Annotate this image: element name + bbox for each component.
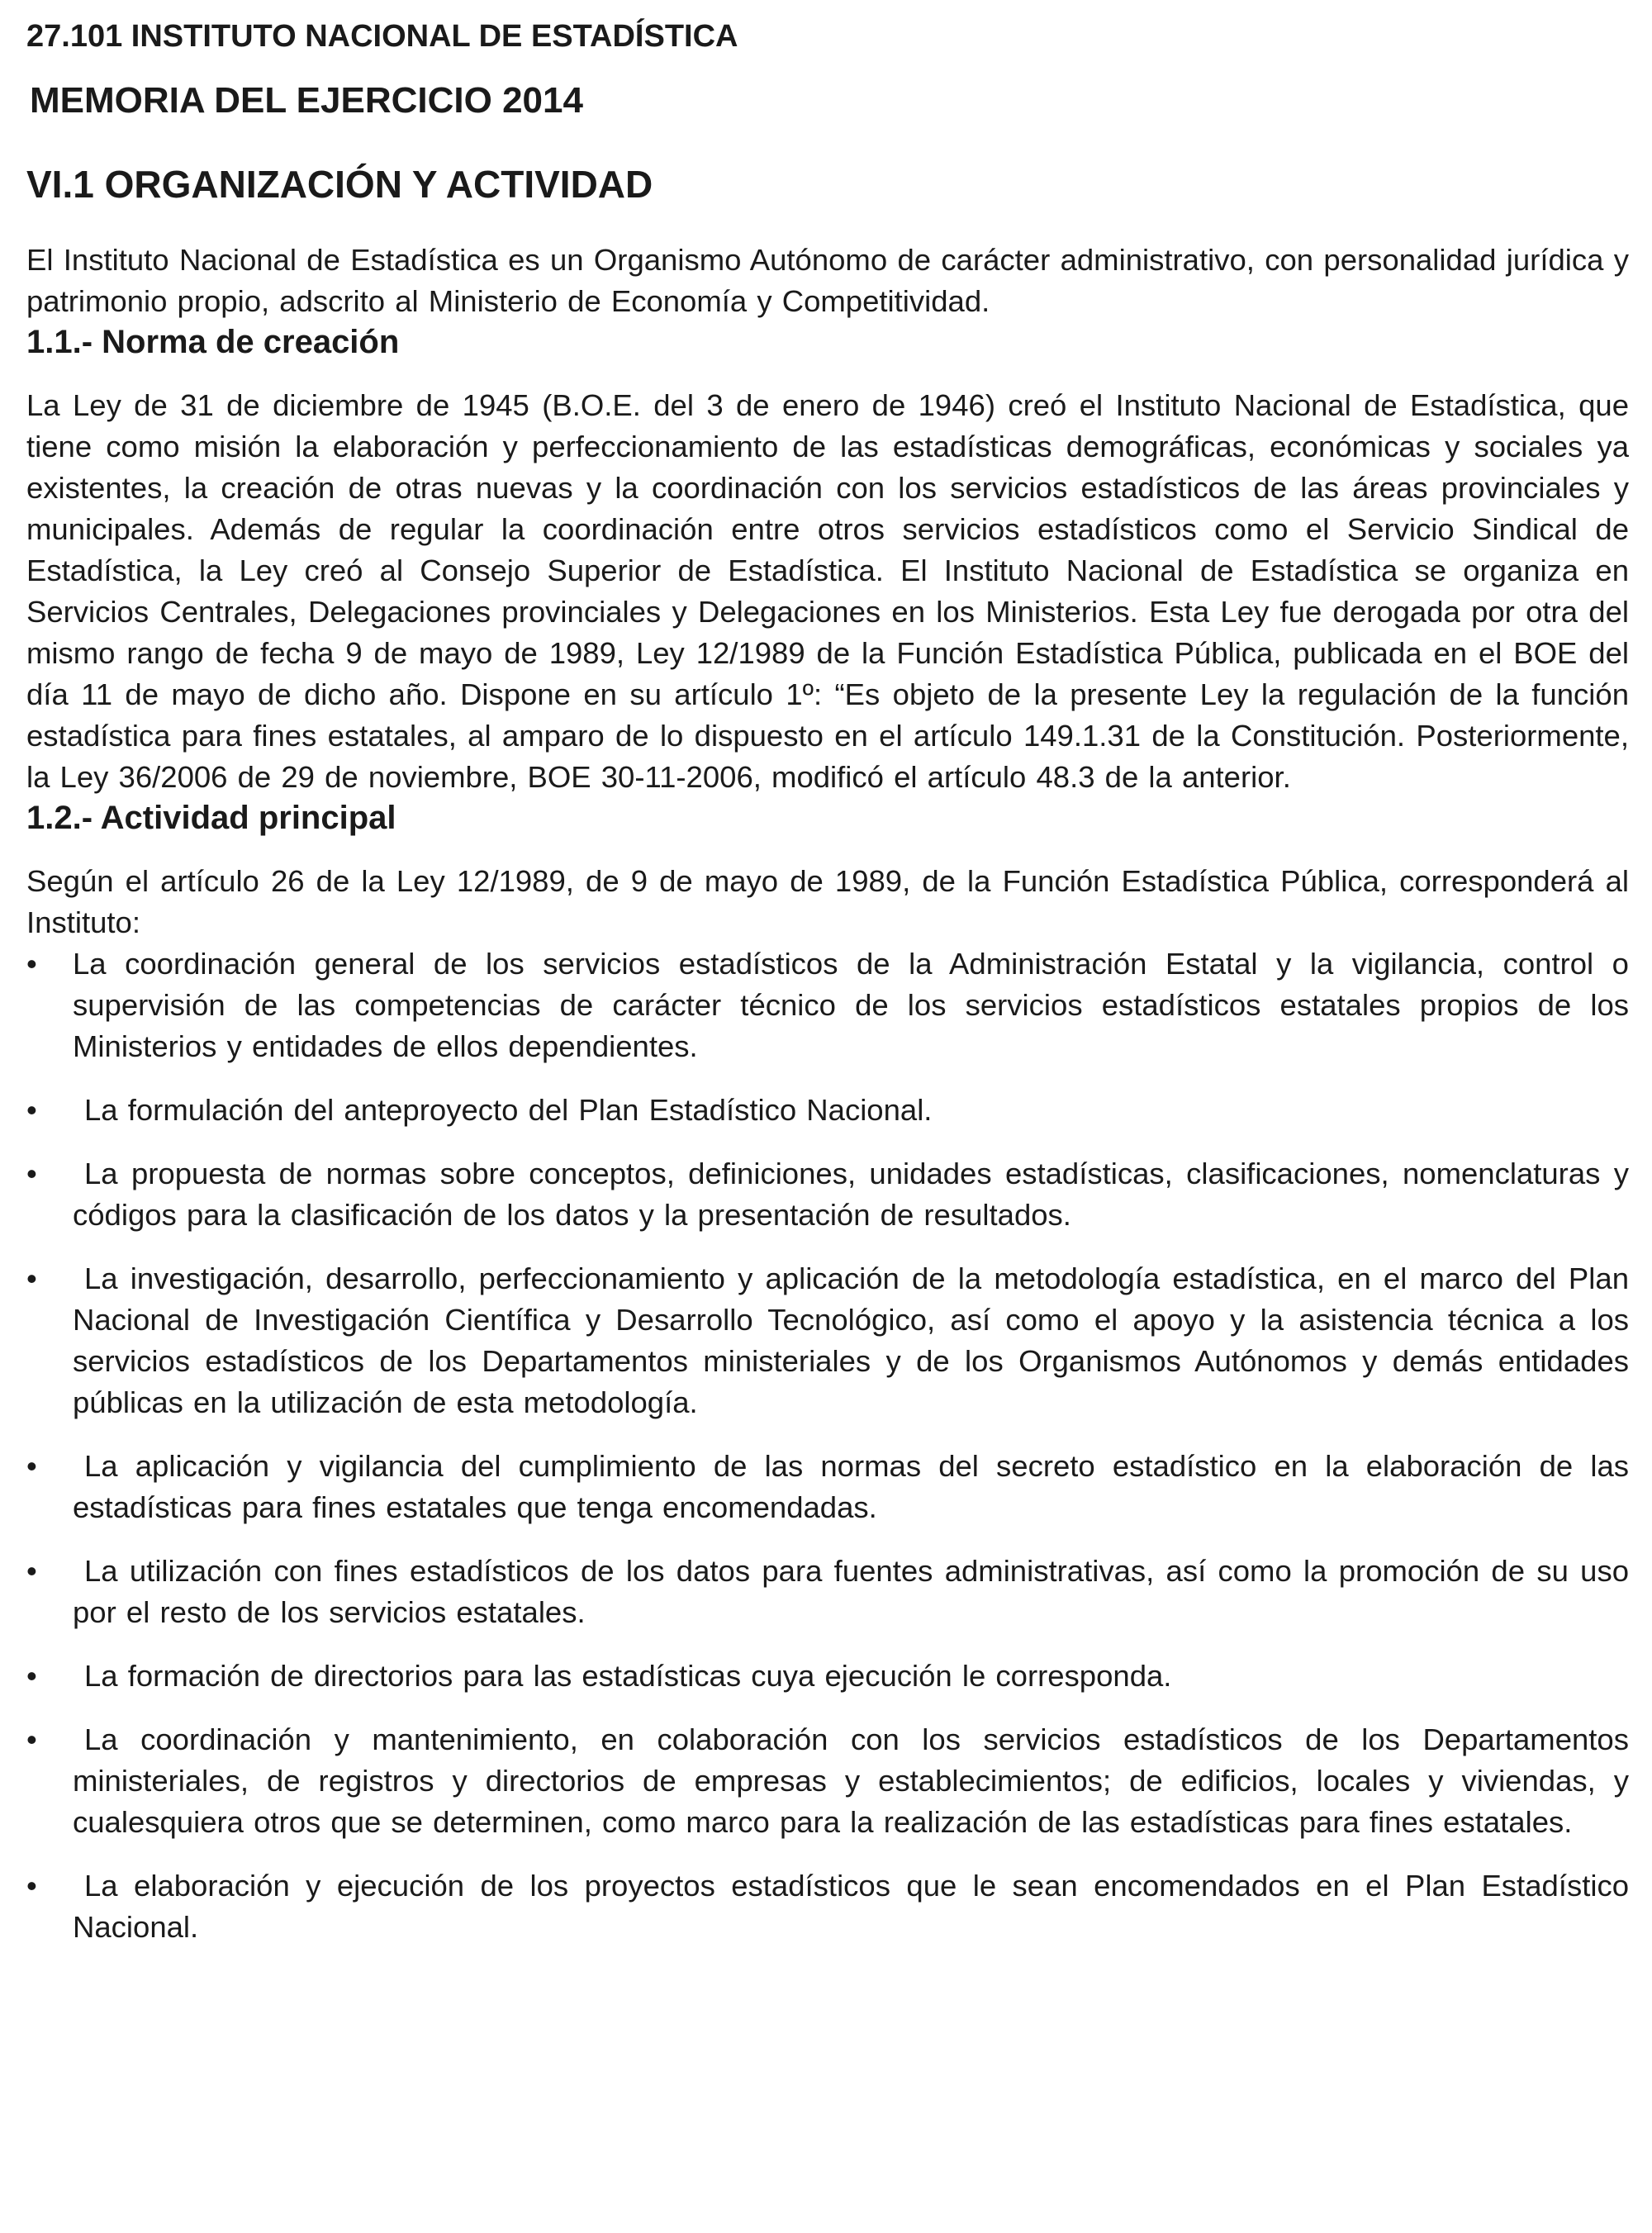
actividad-list xyxy=(26,943,1629,1948)
list-item xyxy=(26,1153,1629,1236)
list-item-text: La aplicación y vigilancia del cumplimiento de las normas del secreto estadístico en la elaboración de las estadísticas para fines estatales que tenga encomendadas. xyxy=(73,1448,1629,1524)
bullet-icon: • xyxy=(26,1261,37,1295)
bullet-icon: • xyxy=(26,1553,37,1588)
document-title: MEMORIA DEL EJERCICIO 2014 xyxy=(30,79,583,121)
list-item-text: La utilización con fines estadísticos de los datos para fuentes administrativas, así como la promoción de su uso por el resto de los servicios estatales. xyxy=(73,1553,1629,1629)
document-page xyxy=(26,18,1629,1970)
list-item xyxy=(26,1551,1629,1633)
actividad-intro-paragraph: Según el artículo 26 de la Ley 12/1989, de 9 de mayo de 1989, de la Función Estadística Pública, corresponderá al Instituto: xyxy=(26,863,1629,939)
bullet-icon: • xyxy=(26,946,37,981)
section-intro-paragraph: El Instituto Nacional de Estadística es un Organismo Autónomo de carácter administrativo, con personalidad jurídica y patrimonio propio, adscrito al Ministerio de Economía y Competitividad. xyxy=(26,242,1629,318)
actividad-principal-heading: 1.2.- Actividad principal xyxy=(26,799,396,836)
section-title: VI.1 ORGANIZACIÓN Y ACTIVIDAD xyxy=(26,163,653,207)
list-item-text: La coordinación y mantenimiento, en colaboración con los servicios estadísticos de los Departamentos ministeriales, de registros y directorios de empresas y establecimientos; de edificios, locales y viviendas, y cualesquiera otros que se determinen, como marco para la realización de las estadísticas para fines estatales. xyxy=(73,1722,1629,1839)
list-item-text: La formulación del anteproyecto del Plan Estadístico Nacional. xyxy=(84,1092,933,1127)
list-item xyxy=(26,1719,1629,1843)
bullet-icon: • xyxy=(26,1092,37,1127)
list-item xyxy=(26,1258,1629,1423)
bullet-icon: • xyxy=(26,1658,37,1693)
bullet-icon: • xyxy=(26,1156,37,1190)
bullet-icon: • xyxy=(26,1868,37,1903)
list-item-text: La formación de directorios para las estadísticas cuya ejecución le corresponda. xyxy=(84,1658,1172,1693)
bullet-icon: • xyxy=(26,1448,37,1483)
list-item-text: La coordinación general de los servicios estadísticos de la Administración Estatal y la vigilancia, control o supervisión de las competencias de carácter técnico de los servicios estadísticos estatales propios de los Ministerios y entidades de ellos dependientes. xyxy=(73,946,1629,1063)
norma-creacion-heading: 1.1.- Norma de creación xyxy=(26,323,400,360)
bullet-icon: • xyxy=(26,1722,37,1756)
list-item xyxy=(26,1446,1629,1528)
list-item xyxy=(26,1656,1629,1697)
list-item xyxy=(26,943,1629,1067)
list-item xyxy=(26,1090,1629,1131)
list-item-text: La propuesta de normas sobre conceptos, definiciones, unidades estadísticas, clasificaciones, nomenclaturas y códigos para la clasificación de los datos y la presentación de resultados. xyxy=(73,1156,1629,1232)
list-item-text: La investigación, desarrollo, perfeccionamiento y aplicación de la metodología estadística, en el marco del Plan Nacional de Investigación Científica y Desarrollo Tecnológico, así como el apoyo y la asistencia técnica a los servicios estadísticos de los Departamentos ministeriales y de los Organismos Autónomos y demás entidades públicas en la utilización de esta metodología. xyxy=(73,1261,1629,1419)
list-item xyxy=(26,1865,1629,1948)
norma-creacion-paragraph: La Ley de 31 de diciembre de 1945 (B.O.E. del 3 de enero de 1946) creó el Instituto Nacional de Estadística, que tiene como misión la elaboración y perfeccionamiento de las estadísticas demográficas, económicas y sociales ya existentes, la creación de otras nuevas y la coordinación con los servicios estadísticos de las áreas provinciales y municipales. Además de regular la coordinación entre otros servicios estadísticos como el Servicio Sindical de Estadística, la Ley creó al Consejo Superior de Estadística. El Instituto Nacional de Estadística se organiza en Servicios Centrales, Delegaciones provinciales y Delegaciones en los Ministerios. Esta Ley fue derogada por otra del mismo rango de fecha 9 de mayo de 1989, Ley 12/1989 de la Función Estadística Pública, publicada en el BOE del día 11 de mayo de dicho año. Dispone en su artículo 1º: “Es objeto de la presente Ley la regulación de la función estadística para fines estatales, al amparo de lo dispuesto en el artículo 149.1.31 de la Constitución. Posteriormente, la Ley 36/2006 de 29 de noviembre, BOE 30-11-2006, modificó el artículo 48.3 de la anterior. xyxy=(26,387,1629,794)
list-item-text: La elaboración y ejecución de los proyectos estadísticos que le sean encomendados en el Plan Estadístico Nacional. xyxy=(73,1868,1629,1944)
document-code-header: 27.101 INSTITUTO NACIONAL DE ESTADÍSTICA xyxy=(26,19,738,54)
